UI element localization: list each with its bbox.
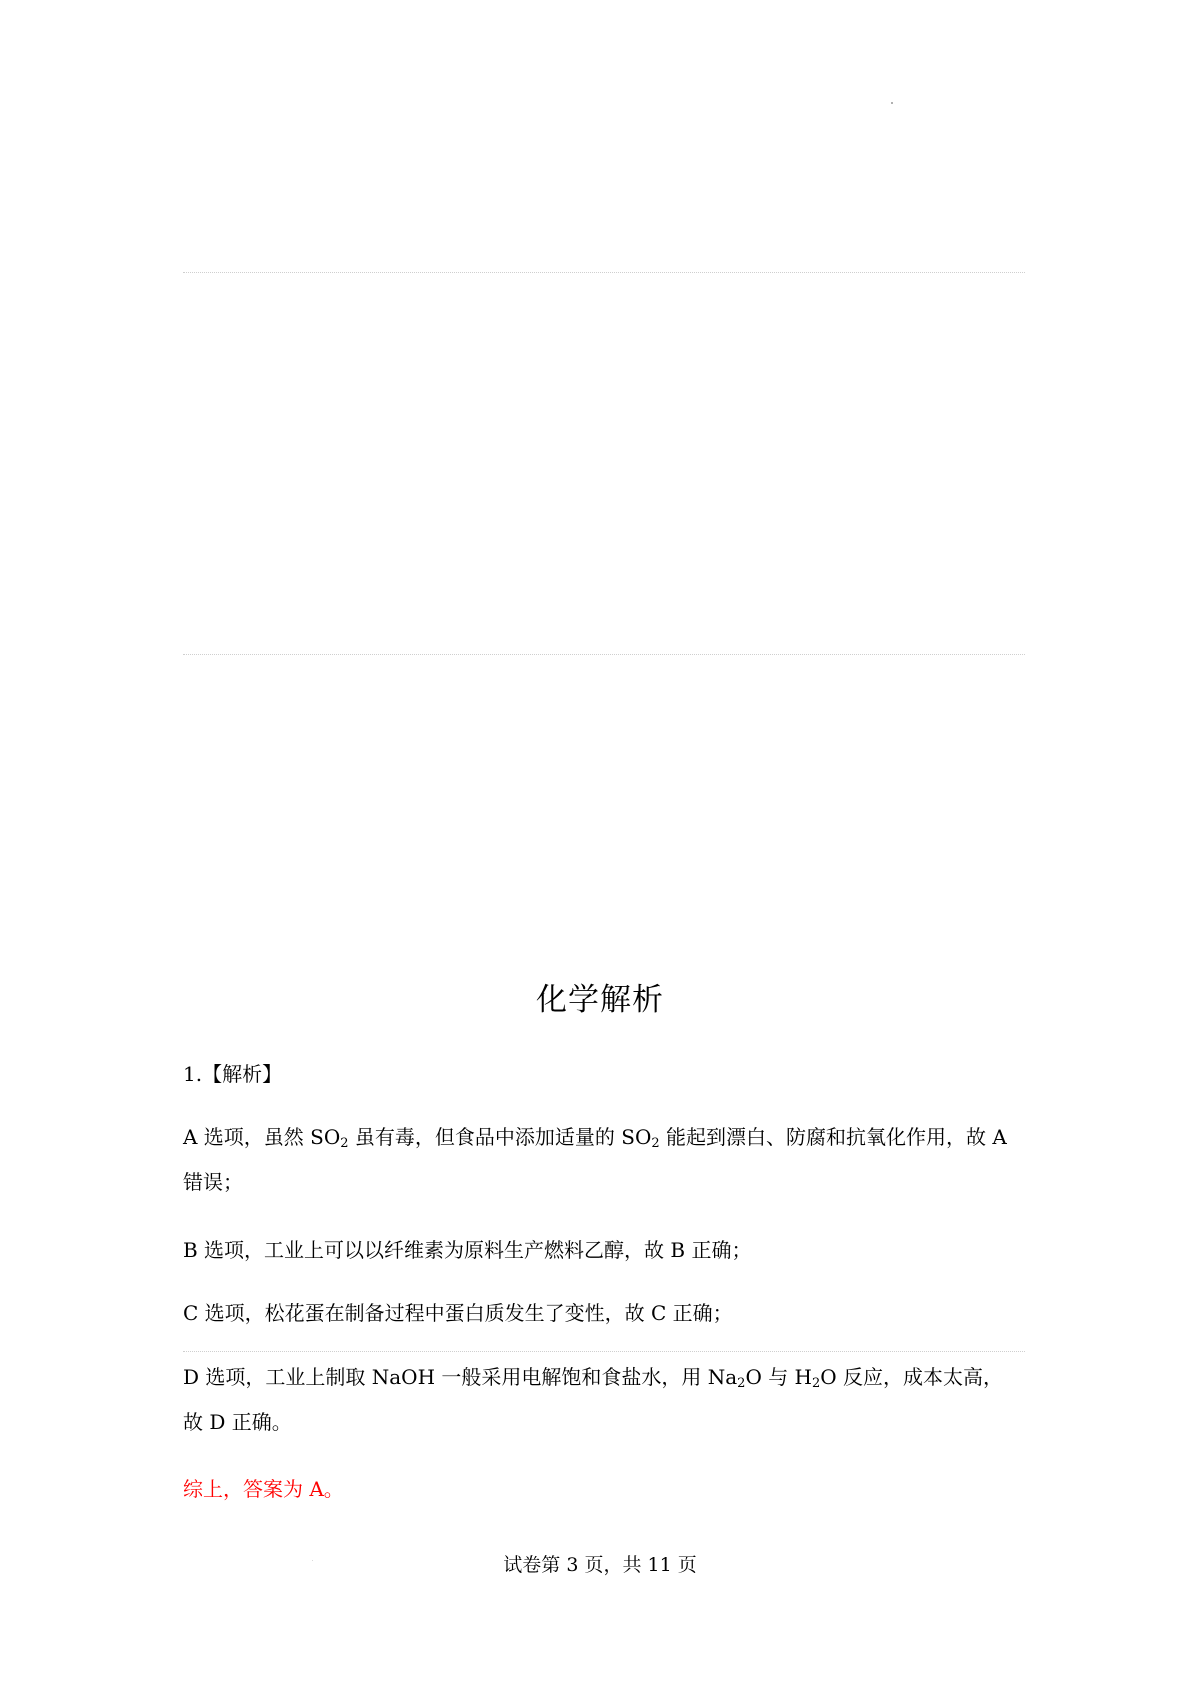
paragraph-option-c: C 选项，松花蛋在制备过程中蛋白质发生了变性，故 C 正确； [183,1301,733,1325]
paragraph-option-a-line-1 [183,1124,1025,1150]
section-heading: 1.【解析】 [183,1062,283,1086]
option-d-text-3: O 反应，成本太高， [820,1365,1004,1389]
option-a-subscript-2: 2 [651,1136,660,1151]
dotted-separator-middle [183,654,1025,655]
paragraph-option-d-line-2: 故 D 正确。 [183,1410,292,1434]
option-d-subscript-2: 2 [812,1376,821,1391]
paragraph-option-d [183,1364,1025,1435]
option-a-text-1: A 选项，虽然 SO [183,1125,341,1149]
conclusion-text: 综上，答案为 A。 [183,1477,344,1501]
option-d-text-1: D 选项，工业上制取 NaOH 一般采用电解饱和食盐水，用 Na [183,1365,738,1389]
page-title: 化学解析 [536,982,664,1018]
dotted-separator-top [183,272,1025,273]
paragraph-option-d-line-1 [183,1364,1025,1390]
paragraph-option-b: B 选项，工业上可以以纤维素为原料生产燃料乙醇，故 B 正确； [183,1238,752,1262]
scan-speck [891,102,893,104]
option-d-text-2: O 与 H [745,1365,812,1389]
paragraph-option-a-line-2: 错误； [183,1170,243,1194]
paragraph-option-a [183,1124,1025,1195]
dotted-separator-bottom [183,1351,1025,1352]
option-a-text-2: 虽有毒，但食品中添加适量的 SO [348,1125,652,1149]
page-footer: 试卷第 3 页，共 11 页 [503,1554,697,1576]
option-d-subscript-1: 2 [737,1376,746,1391]
option-a-text-3: 能起到漂白、防腐和抗氧化作用，故 A [659,1125,1007,1149]
option-a-subscript-1: 2 [340,1136,349,1151]
